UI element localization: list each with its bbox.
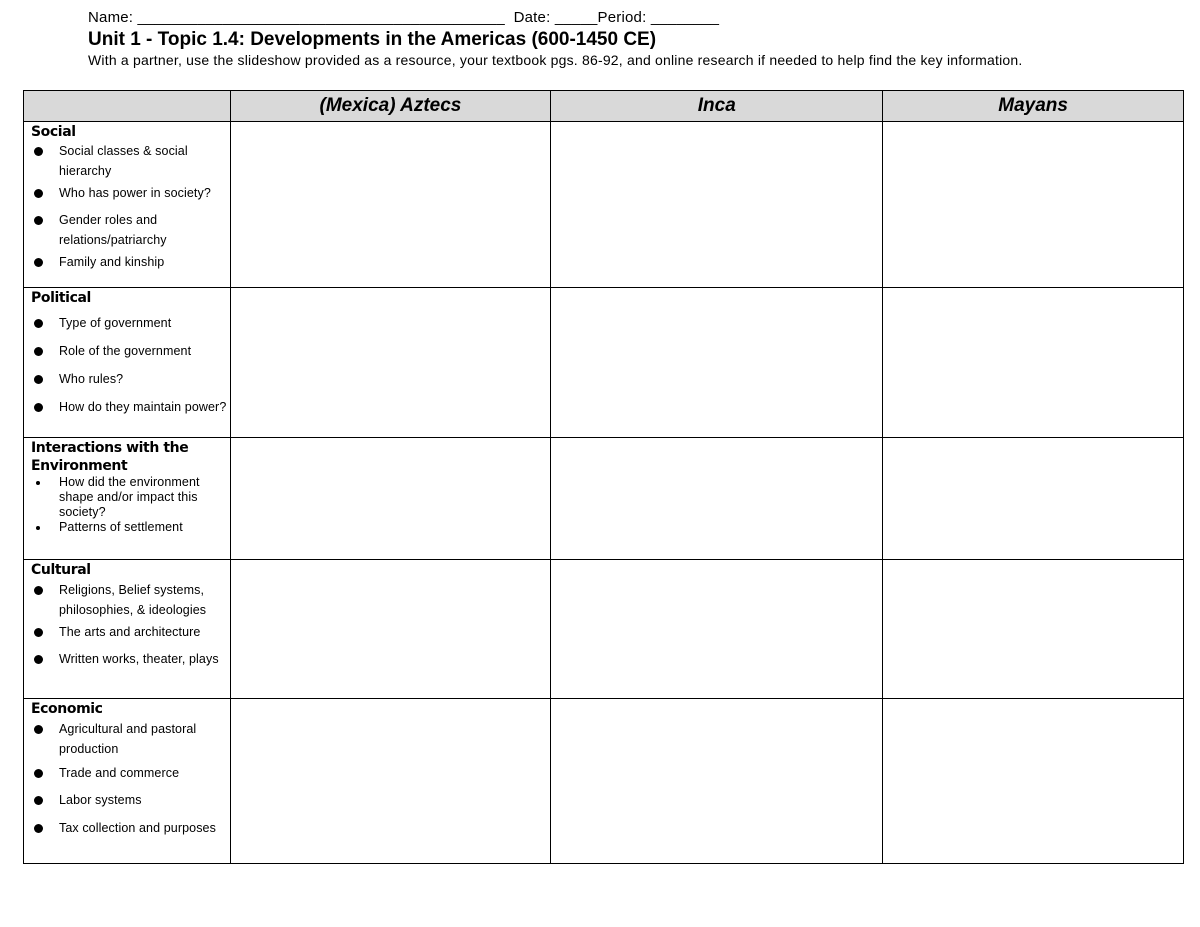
table-row-economic xyxy=(24,699,1184,864)
list-item: How do they maintain power? xyxy=(32,397,230,417)
worksheet-title: Unit 1 - Topic 1.4: Developments in the Americas (600-1450 CE) xyxy=(88,29,657,50)
list-item: Gender roles and relations/patriarchy xyxy=(32,210,230,250)
list-item: Written works, theater, plays xyxy=(32,649,230,669)
answer-cell-aztecs[interactable] xyxy=(230,122,551,288)
bullet-icon xyxy=(34,147,43,156)
category-cell xyxy=(24,288,231,438)
answer-cell-mayans[interactable] xyxy=(883,122,1184,288)
prompt-list xyxy=(24,719,230,838)
prompt-list xyxy=(24,475,230,535)
instructions-text: With a partner, use the slideshow provided as a resource, your textbook pgs. 86-92, and online research if needed to help find the key information. xyxy=(88,52,1023,68)
answer-cell-inca[interactable] xyxy=(551,122,883,288)
category-cell xyxy=(24,122,231,288)
bullet-icon xyxy=(34,258,43,267)
answer-cell-mayans[interactable] xyxy=(883,438,1184,560)
table-row-social xyxy=(24,122,1184,288)
answer-cell-inca[interactable] xyxy=(551,560,883,699)
category-label: Cultural xyxy=(31,562,91,578)
answer-cell-inca[interactable] xyxy=(551,699,883,864)
list-item: Tax collection and purposes xyxy=(32,818,230,838)
answer-cell-inca[interactable] xyxy=(551,438,883,560)
answer-cell-aztecs[interactable] xyxy=(230,438,551,560)
bullet-icon xyxy=(34,769,43,778)
prompt-list xyxy=(24,313,230,417)
category-label: Political xyxy=(31,290,91,306)
table-row-cultural xyxy=(24,560,1184,699)
category-cell xyxy=(24,560,231,699)
table-row-environment xyxy=(24,438,1184,560)
bullet-icon xyxy=(34,375,43,384)
list-item: Who has power in society? xyxy=(32,183,230,203)
category-label: Economic xyxy=(31,701,103,717)
category-label: Interactions with the Environment xyxy=(31,440,189,474)
table-row-political xyxy=(24,288,1184,438)
bullet-icon xyxy=(34,796,43,805)
answer-cell-mayans[interactable] xyxy=(883,288,1184,438)
header-cell-aztecs: (Mexica) Aztecs xyxy=(230,91,551,122)
answer-cell-mayans[interactable] xyxy=(883,699,1184,864)
answer-cell-mayans[interactable] xyxy=(883,560,1184,699)
header-cell-inca: Inca xyxy=(551,91,883,122)
list-item: Type of government xyxy=(32,313,230,333)
answer-cell-inca[interactable] xyxy=(551,288,883,438)
bullet-icon xyxy=(36,481,40,485)
category-cell xyxy=(24,699,231,864)
list-item: Social classes & social hierarchy xyxy=(32,141,230,181)
worksheet-header xyxy=(88,8,1108,69)
header-cell-empty xyxy=(24,91,231,122)
list-item: Family and kinship xyxy=(32,252,230,272)
bullet-icon xyxy=(34,216,43,225)
list-item: Agricultural and pastoral production xyxy=(32,719,230,759)
list-item: Role of the government xyxy=(32,341,230,361)
bullet-icon xyxy=(34,628,43,637)
table-header-row xyxy=(24,91,1184,122)
header-cell-mayans: Mayans xyxy=(883,91,1184,122)
prompt-list xyxy=(24,580,230,669)
bullet-icon xyxy=(34,655,43,664)
bullet-icon xyxy=(34,824,43,833)
prompt-list xyxy=(24,141,230,272)
list-item: Religions, Belief systems, philosophies, & ideologies xyxy=(32,580,230,620)
bullet-icon xyxy=(34,403,43,412)
bullet-icon xyxy=(36,526,40,530)
list-item: Patterns of settlement xyxy=(32,520,230,535)
answer-cell-aztecs[interactable] xyxy=(230,288,551,438)
bullet-icon xyxy=(34,189,43,198)
bullet-icon xyxy=(34,725,43,734)
name-date-period-line[interactable]: Name: ___________________________________________ Date: _____Period: ________ xyxy=(88,9,720,26)
list-item: Who rules? xyxy=(32,369,230,389)
category-label: Social xyxy=(31,124,76,140)
list-item: Trade and commerce xyxy=(32,763,230,783)
bullet-icon xyxy=(34,347,43,356)
category-cell xyxy=(24,438,231,560)
list-item: The arts and architecture xyxy=(32,622,230,642)
answer-cell-aztecs[interactable] xyxy=(230,560,551,699)
list-item: Labor systems xyxy=(32,790,230,810)
bullet-icon xyxy=(34,586,43,595)
comparison-table xyxy=(23,90,1184,864)
bullet-icon xyxy=(34,319,43,328)
list-item: How did the environment shape and/or impact this society? xyxy=(32,475,230,520)
answer-cell-aztecs[interactable] xyxy=(230,699,551,864)
